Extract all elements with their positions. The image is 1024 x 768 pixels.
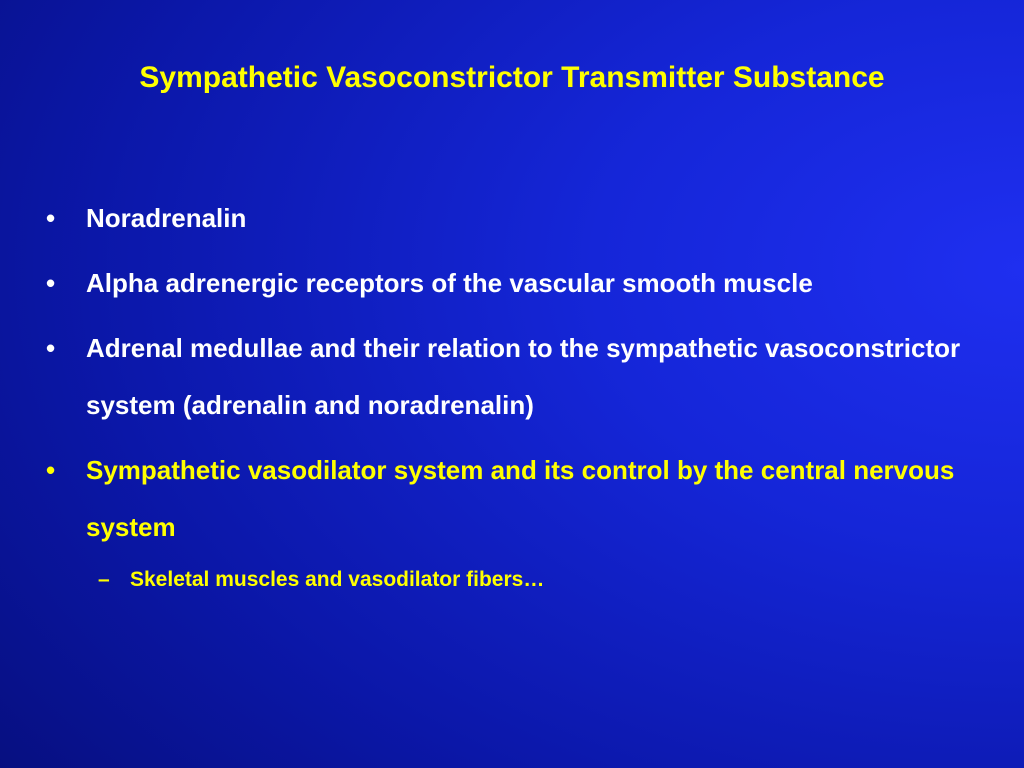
bullet-item-alpha-receptors [0, 255, 1024, 312]
sub-bullet-text: Skeletal muscles and vasodilator fibers… [130, 568, 545, 591]
slide-title: Sympathetic Vasoconstrictor Transmitter Substance [139, 61, 885, 94]
bullet-list [0, 190, 1024, 598]
bullet-marker: • [46, 333, 56, 363]
sub-bullet-marker: – [98, 568, 110, 591]
bullet-text: Noradrenalin [86, 203, 247, 233]
bullet-item-noradrenalin [0, 190, 1024, 247]
bullet-text: Adrenal medullae and their relation to the sympathetic vasoconstrictor system (adrenalin and noradrenalin) [86, 333, 961, 420]
sub-bullet-item-skeletal-muscles [0, 562, 1024, 598]
bullet-item-vasodilator-system [0, 442, 1024, 556]
bullet-marker: • [46, 203, 56, 233]
bullet-marker: • [46, 268, 56, 298]
bullet-marker: • [46, 455, 56, 485]
bullet-item-adrenal-medullae [0, 320, 1024, 434]
bullet-text: Sympathetic vasodilator system and its control by the central nervous system [86, 455, 955, 542]
bullet-text: Alpha adrenergic receptors of the vascular smooth muscle [86, 268, 813, 298]
